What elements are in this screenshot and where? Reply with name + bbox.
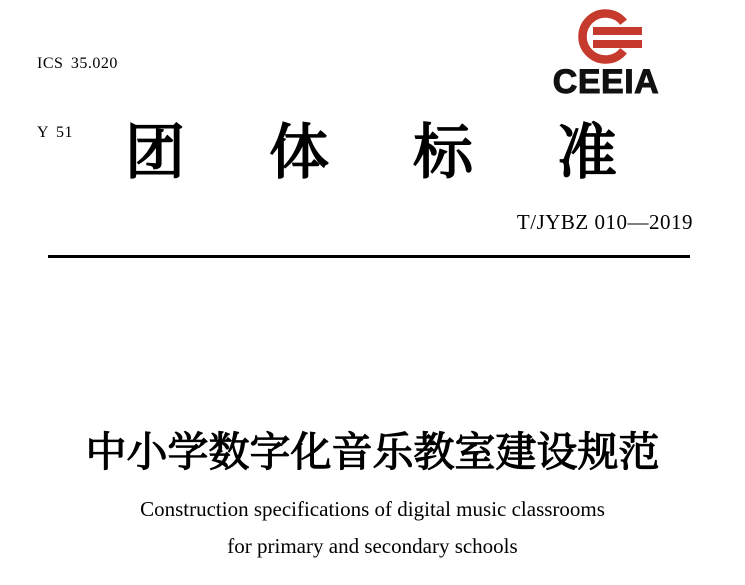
standard-number: T/JYBZ 010—2019 [516, 210, 693, 234]
header-divider [48, 255, 690, 258]
standard-type-char: 准 [557, 119, 617, 186]
document-class-code: Y 51 [37, 124, 73, 141]
emblem-bar-bottom [593, 40, 642, 48]
document-title-zh: 中小学数字化音乐教室建设规范 [85, 429, 660, 475]
classification-block [37, 6, 118, 190]
ics-code: ICS 35.020 [37, 55, 118, 72]
standard-type-heading [125, 120, 617, 186]
emblem-bar-top [593, 27, 642, 35]
standard-type-char: 体 [269, 119, 329, 186]
standard-type-char: 团 [125, 119, 185, 186]
document-title-en-line1: Construction specifications of digital music classrooms [140, 497, 605, 521]
document-title-en-line2: for primary and secondary schools [227, 534, 518, 558]
ceeia-logo-text: CEEIA [552, 63, 660, 101]
emblem-arc [583, 14, 624, 60]
ceeia-emblem-icon [577, 7, 643, 67]
standard-type-char: 标 [413, 119, 473, 186]
